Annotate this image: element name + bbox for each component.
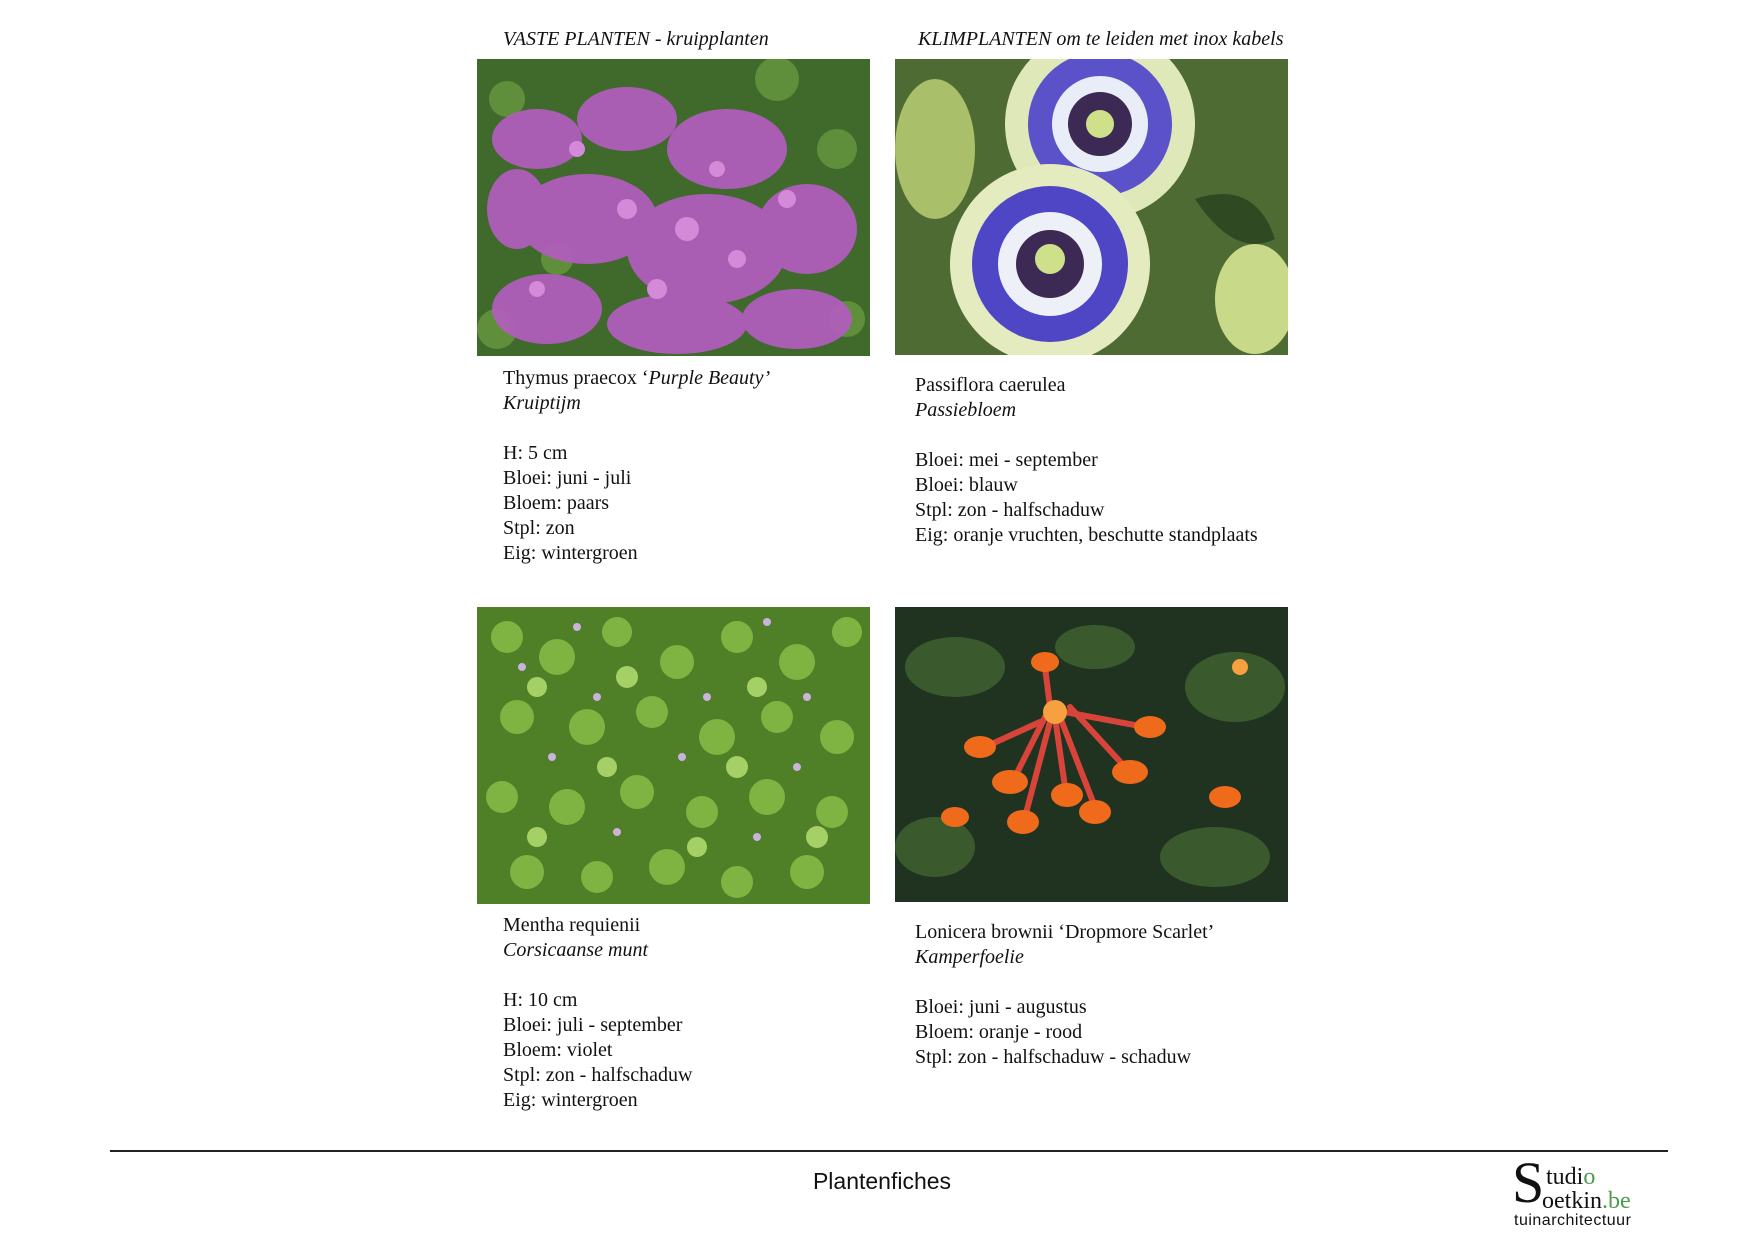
plant-name: Lonicera brownii ‘Dropmore Scarlet’ xyxy=(915,921,1215,943)
plant-detail: H: 10 cm xyxy=(503,989,578,1011)
photo-passiflora xyxy=(895,59,1288,355)
plant-info-mentha xyxy=(503,913,692,1113)
photo-thymus xyxy=(477,59,870,356)
plant-detail: Stpl: zon - halfschaduw xyxy=(915,499,1105,521)
plant-info-lonicera xyxy=(915,920,1214,1070)
thymus-flowers-image xyxy=(477,59,870,356)
plant-common-name: Kruiptijm xyxy=(503,392,581,414)
studio-soetkin-logo: S tudio oetkin.be tuinarchitectuur xyxy=(1512,1150,1632,1229)
plant-detail: Bloem: oranje - rood xyxy=(915,1021,1083,1043)
plant-detail: Eig: oranje vruchten, beschutte standplaats xyxy=(915,524,1258,546)
mentha-leaves-image xyxy=(477,607,870,904)
plant-detail: Bloei: juni - augustus xyxy=(915,996,1087,1018)
plant-detail: H: 5 cm xyxy=(503,442,568,464)
page-title: Plantenfiches xyxy=(812,1168,952,1194)
photo-mentha xyxy=(477,607,870,904)
plant-info-thymus xyxy=(503,366,770,566)
plant-detail: Stpl: zon - halfschaduw xyxy=(503,1064,693,1086)
plant-detail: Eig: wintergroen xyxy=(503,542,638,564)
plant-common-name: Passiebloem xyxy=(915,399,1017,421)
heading-vaste-planten: VASTE PLANTEN - kruipplanten xyxy=(503,28,769,50)
plant-name: Thymus praecox ‘Purple Beauty’ xyxy=(503,367,771,389)
plant-info-passiflora xyxy=(915,373,1258,548)
passiflora-flowers-image xyxy=(895,59,1288,355)
footer-divider xyxy=(110,1150,1668,1152)
plant-detail: Bloei: juli - september xyxy=(503,1014,683,1036)
plant-detail: Stpl: zon xyxy=(503,517,575,539)
plant-detail: Eig: wintergroen xyxy=(503,1089,638,1111)
heading-klimplanten: KLIMPLANTEN om te leiden met inox kabels xyxy=(918,28,1284,50)
plant-detail: Stpl: zon - halfschaduw - schaduw xyxy=(915,1046,1192,1068)
plant-common-name: Corsicaanse munt xyxy=(503,939,648,961)
plant-detail: Bloem: paars xyxy=(503,492,610,514)
plant-detail: Bloem: violet xyxy=(503,1039,613,1061)
plant-name: Mentha requienii xyxy=(503,914,641,936)
plant-common-name: Kamperfoelie xyxy=(915,946,1024,968)
plant-detail: Bloei: blauw xyxy=(915,474,1018,496)
plant-detail: Bloei: juni - juli xyxy=(503,467,632,489)
plant-detail: Bloei: mei - september xyxy=(915,449,1098,471)
photo-lonicera xyxy=(895,607,1288,902)
plant-name: Passiflora caerulea xyxy=(915,374,1066,396)
lonicera-flowers-image xyxy=(895,607,1288,902)
